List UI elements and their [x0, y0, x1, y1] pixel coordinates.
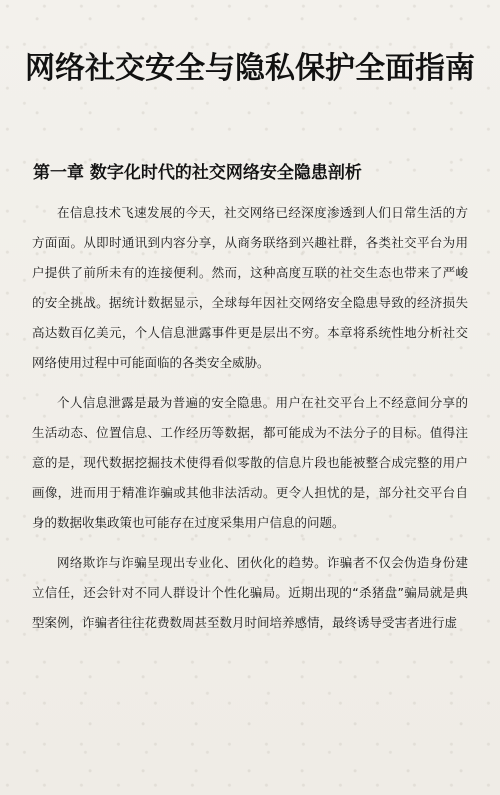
- document-title: 网络社交安全与隐私保护全面指南: [25, 51, 475, 86]
- paragraph-1: 在信息技术飞速发展的今天，社交网络已经深度渗透到人们日常生活的方方面面。从即时通讯到内容分享，从商务联络到兴趣社群，各类社交平台为用户提供了前所未有的连接便利。然而，这种高度互联的社交生态也带来了严峻的安全挑战。据统计数据显示，全球每年因社交网络安全隐患导致的经济损失高达数百亿美元，个人信息泄露事件更是层出不穷。本章将系统性地分析社交网络使用过程中可能面临的各类安全威胁。: [32, 205, 468, 370]
- paragraph-2: 个人信息泄露是最为普遍的安全隐患。用户在社交平台上不经意间分享的生活动态、位置信息、工作经历等数据，都可能成为不法分子的目标。值得注意的是，现代数据挖掘技术使得看似零散的信息片段也能被整合成完整的用户画像，进而用于精准诈骗或其他非法活动。更令人担忧的是，部分社交平台自身的数据收集政策也可能存在过度采集用户信息的问题。: [32, 395, 468, 530]
- paragraph-3: 网络欺诈与诈骗呈现出专业化、团伙化的趋势。诈骗者不仅会伪造身份建立信任，还会针对不同人群设计个性化骗局。近期出现的“杀猪盘”骗局就是典型案例，诈骗者往往花费数周甚至数月时间培养感情，最终诱导受害者进行虚: [32, 555, 468, 630]
- body-text: [32, 198, 468, 648]
- chapter-heading: 第一章 数字化时代的社交网络安全隐患剖析: [33, 163, 362, 183]
